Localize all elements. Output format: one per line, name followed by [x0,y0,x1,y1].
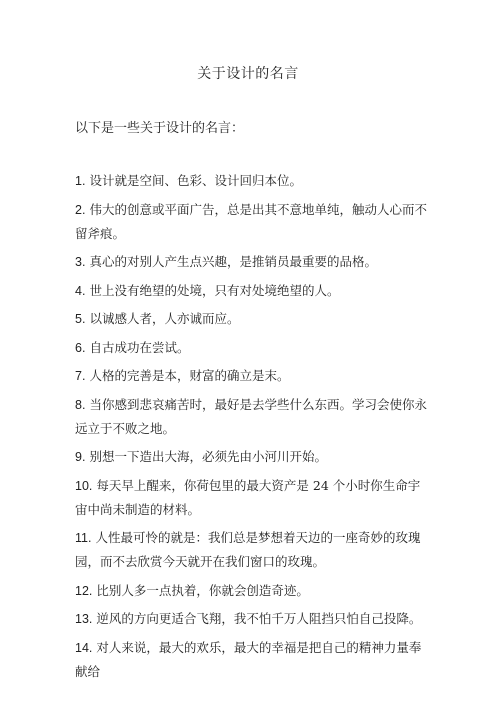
quote-number: 7. [75,369,86,383]
quote-text: 伟大的创意或平面广告，总是出其不意地单纯，触动人心而不留斧痕。 [75,201,427,241]
quote-number: 5. [75,312,86,326]
document-title: 关于设计的名言 [197,66,299,82]
quote-item [75,636,427,684]
quote-text: 人格的完善是本，财富的确立是末。 [89,368,290,383]
quote-text: 以诚感人者，人亦诚而应。 [89,311,240,326]
quote-text: 比别人多一点执着，你就会创造奇迹。 [96,582,309,598]
quote-item [75,198,427,246]
quote-text: 逆风的方向更适合飞翔，我不怕千万人阻挡只怕自己投降。 [96,611,422,626]
quote-text: 每天早上醒来，你荷包里的最大资产是 24 个小时你生命宇宙中尚未制造的材料。 [75,477,421,517]
quote-text: 世上没有绝望的处境，只有对处境绝望的人。 [89,282,340,298]
quote-item [75,526,427,574]
quote-item [75,579,427,603]
quote-number: 4. [75,283,86,298]
quote-number: 6. [75,340,86,355]
quote-text: 对人来说，最大的欢乐，最大的幸福是把自己的精神力量奉献给 [75,639,422,679]
intro-text: 以下是一些关于设计的名言： [75,121,245,136]
quote-number: 2. [75,202,86,217]
quote-item [75,474,427,522]
quote-text: 自古成功在尝试。 [89,339,190,355]
quote-item [75,336,427,360]
quote-text: 设计就是空间、色彩、设计回归本位。 [89,173,302,188]
quote-number: 1. [75,174,86,188]
quote-item [75,169,427,193]
quote-number: 10. [75,478,93,493]
quote-text: 真心的对别人产生点兴趣，是推销员最重要的品格。 [89,254,377,269]
quote-item [75,364,427,388]
quote-item [75,250,427,274]
quote-number: 3. [75,255,86,269]
quote-text: 别想一下造出大海，必须先由小河川开始。 [89,449,327,464]
quote-item [75,279,427,303]
quote-list [75,169,427,688]
quote-number: 13. [75,612,93,626]
quote-number: 9. [75,450,86,464]
quote-text: 当你感到悲哀痛苦时，最好是去学些什么东西。学习会使你永远立于不败之地。 [75,396,427,436]
quote-number: 14. [75,640,93,655]
quote-number: 11. [75,531,92,545]
quote-number: 12. [75,583,93,598]
quote-item [75,307,427,331]
quote-item [75,607,427,631]
quote-item [75,393,427,441]
quote-number: 8. [75,397,86,412]
quote-item [75,445,427,469]
quote-text: 人性最可怜的就是：我们总是梦想着天边的一座奇妙的玫瑰园，而不去欣赏今天就开在我们窗口的玫瑰。 [75,530,421,569]
